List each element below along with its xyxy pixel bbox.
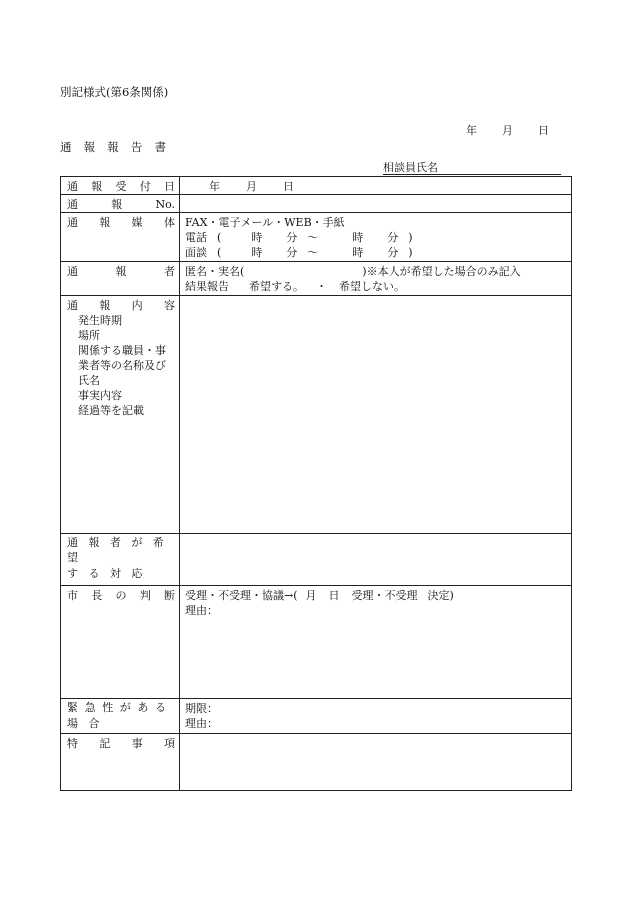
- content-item: 業者等の名称及び: [78, 359, 166, 372]
- row-reception-date: [61, 177, 572, 195]
- header-date-month: 月: [502, 124, 513, 137]
- urgency-deadline: 期限：: [185, 702, 218, 715]
- special-notes-label: [61, 734, 180, 791]
- reception-date-year: 年: [209, 180, 220, 193]
- label-char: 事: [131, 737, 143, 750]
- desired-response-line2: する対応: [67, 567, 153, 580]
- label-char: 報: [91, 180, 103, 193]
- title-char: 報: [83, 140, 96, 154]
- title-char: 通: [60, 140, 72, 154]
- mayor-judgment-value[interactable]: [180, 586, 572, 699]
- label-char: 報: [111, 198, 123, 211]
- reporter-label: [61, 262, 180, 296]
- desired-response-value[interactable]: [180, 534, 572, 586]
- content-item: 経過等を記載: [78, 404, 144, 417]
- reporter-name-line: 匿名・実名( )※本人が希望した場合のみ記入: [185, 265, 521, 278]
- mayor-reason: 理由：: [185, 604, 218, 617]
- row-report-media: [61, 213, 572, 262]
- reception-date-day: 日: [283, 180, 294, 193]
- label-char: 通: [67, 299, 78, 312]
- report-content-value[interactable]: [180, 296, 572, 534]
- form-style-label: 別記様式(第6条関係): [60, 85, 169, 99]
- label-char: 者: [164, 265, 175, 278]
- row-report-content: [61, 296, 572, 534]
- label-char: の: [115, 589, 127, 602]
- label-char: 特: [67, 737, 78, 750]
- content-item: 事実内容: [78, 389, 122, 402]
- content-item: 発生時期: [78, 314, 122, 327]
- desired-response-label: [61, 534, 180, 586]
- report-number-value[interactable]: [180, 195, 572, 213]
- urgency-line2: 場合: [67, 717, 110, 730]
- urgency-line1: 緊急性がある: [67, 701, 173, 714]
- label-char: 記: [99, 737, 111, 750]
- reporter-result-line: 結果報告 希望する。 ・ 希望しない。: [185, 280, 405, 293]
- label-char: 報: [115, 265, 127, 278]
- reception-date-month: 月: [246, 180, 257, 193]
- label-char: 市: [67, 589, 78, 602]
- label-char: 容: [163, 299, 175, 312]
- label-char: 日: [164, 180, 175, 193]
- header-date-day: 日: [538, 124, 549, 137]
- label-char: 通: [67, 265, 78, 278]
- row-special-notes: [61, 734, 572, 791]
- row-report-number: [61, 195, 572, 213]
- urgency-label: [61, 699, 180, 734]
- urgency-reason: 理由：: [185, 717, 218, 730]
- label-char: 受: [115, 180, 127, 193]
- label-char: 項: [163, 737, 175, 750]
- label-char: 内: [131, 299, 143, 312]
- mayor-judgment-label: [61, 586, 180, 699]
- report-number-label: [61, 195, 180, 213]
- label-char: 付: [139, 180, 151, 193]
- counselor-name-label: 相談員氏名: [383, 161, 438, 174]
- title-char: 告: [130, 140, 143, 154]
- report-content-label: [61, 296, 180, 534]
- reporter-value[interactable]: [180, 262, 572, 296]
- reception-date-value[interactable]: [180, 177, 572, 195]
- label-char: 報: [99, 216, 111, 229]
- media-types: FAX・電子メール・WEB・手紙: [185, 216, 345, 229]
- label-char: No.: [155, 198, 175, 211]
- content-item: 氏名: [78, 374, 100, 387]
- counselor-name-underline: [383, 174, 561, 175]
- label-char: 通: [67, 198, 78, 211]
- report-media-label: [61, 213, 180, 262]
- row-desired-response: [61, 534, 572, 586]
- document-title: [60, 142, 166, 154]
- content-item: 場所: [78, 329, 100, 342]
- label-char: 通: [67, 216, 78, 229]
- mayor-decision-line: 受理・不受理・協議→( 月 日 受理・不受理 決定): [185, 589, 454, 602]
- title-char: 書: [154, 140, 166, 154]
- row-mayor-judgment: [61, 586, 572, 699]
- urgency-value[interactable]: [180, 699, 572, 734]
- report-media-value[interactable]: [180, 213, 572, 262]
- label-char: 長: [91, 589, 103, 602]
- desired-response-line1: 通報者が希望: [67, 536, 175, 564]
- title-char: 報: [107, 140, 119, 154]
- row-reporter: [61, 262, 572, 296]
- label-char: 体: [163, 216, 175, 229]
- media-meeting-line: 面談 ( 時 分 ～ 時 分 ): [185, 246, 413, 259]
- media-phone-line: 電話 ( 時 分 ～ 時 分 ): [185, 231, 413, 244]
- reception-date-label: [61, 177, 180, 195]
- special-notes-value[interactable]: [180, 734, 572, 791]
- label-char: 断: [164, 589, 175, 602]
- label-char: 媒: [131, 216, 143, 229]
- label-char: 通: [67, 180, 78, 193]
- header-date-year: 年: [466, 124, 477, 137]
- report-form-table: [60, 176, 572, 791]
- row-urgency: [61, 699, 572, 734]
- label-char: 報: [99, 299, 111, 312]
- content-item: 関係する職員・事: [78, 344, 166, 357]
- label-char: 判: [139, 589, 151, 602]
